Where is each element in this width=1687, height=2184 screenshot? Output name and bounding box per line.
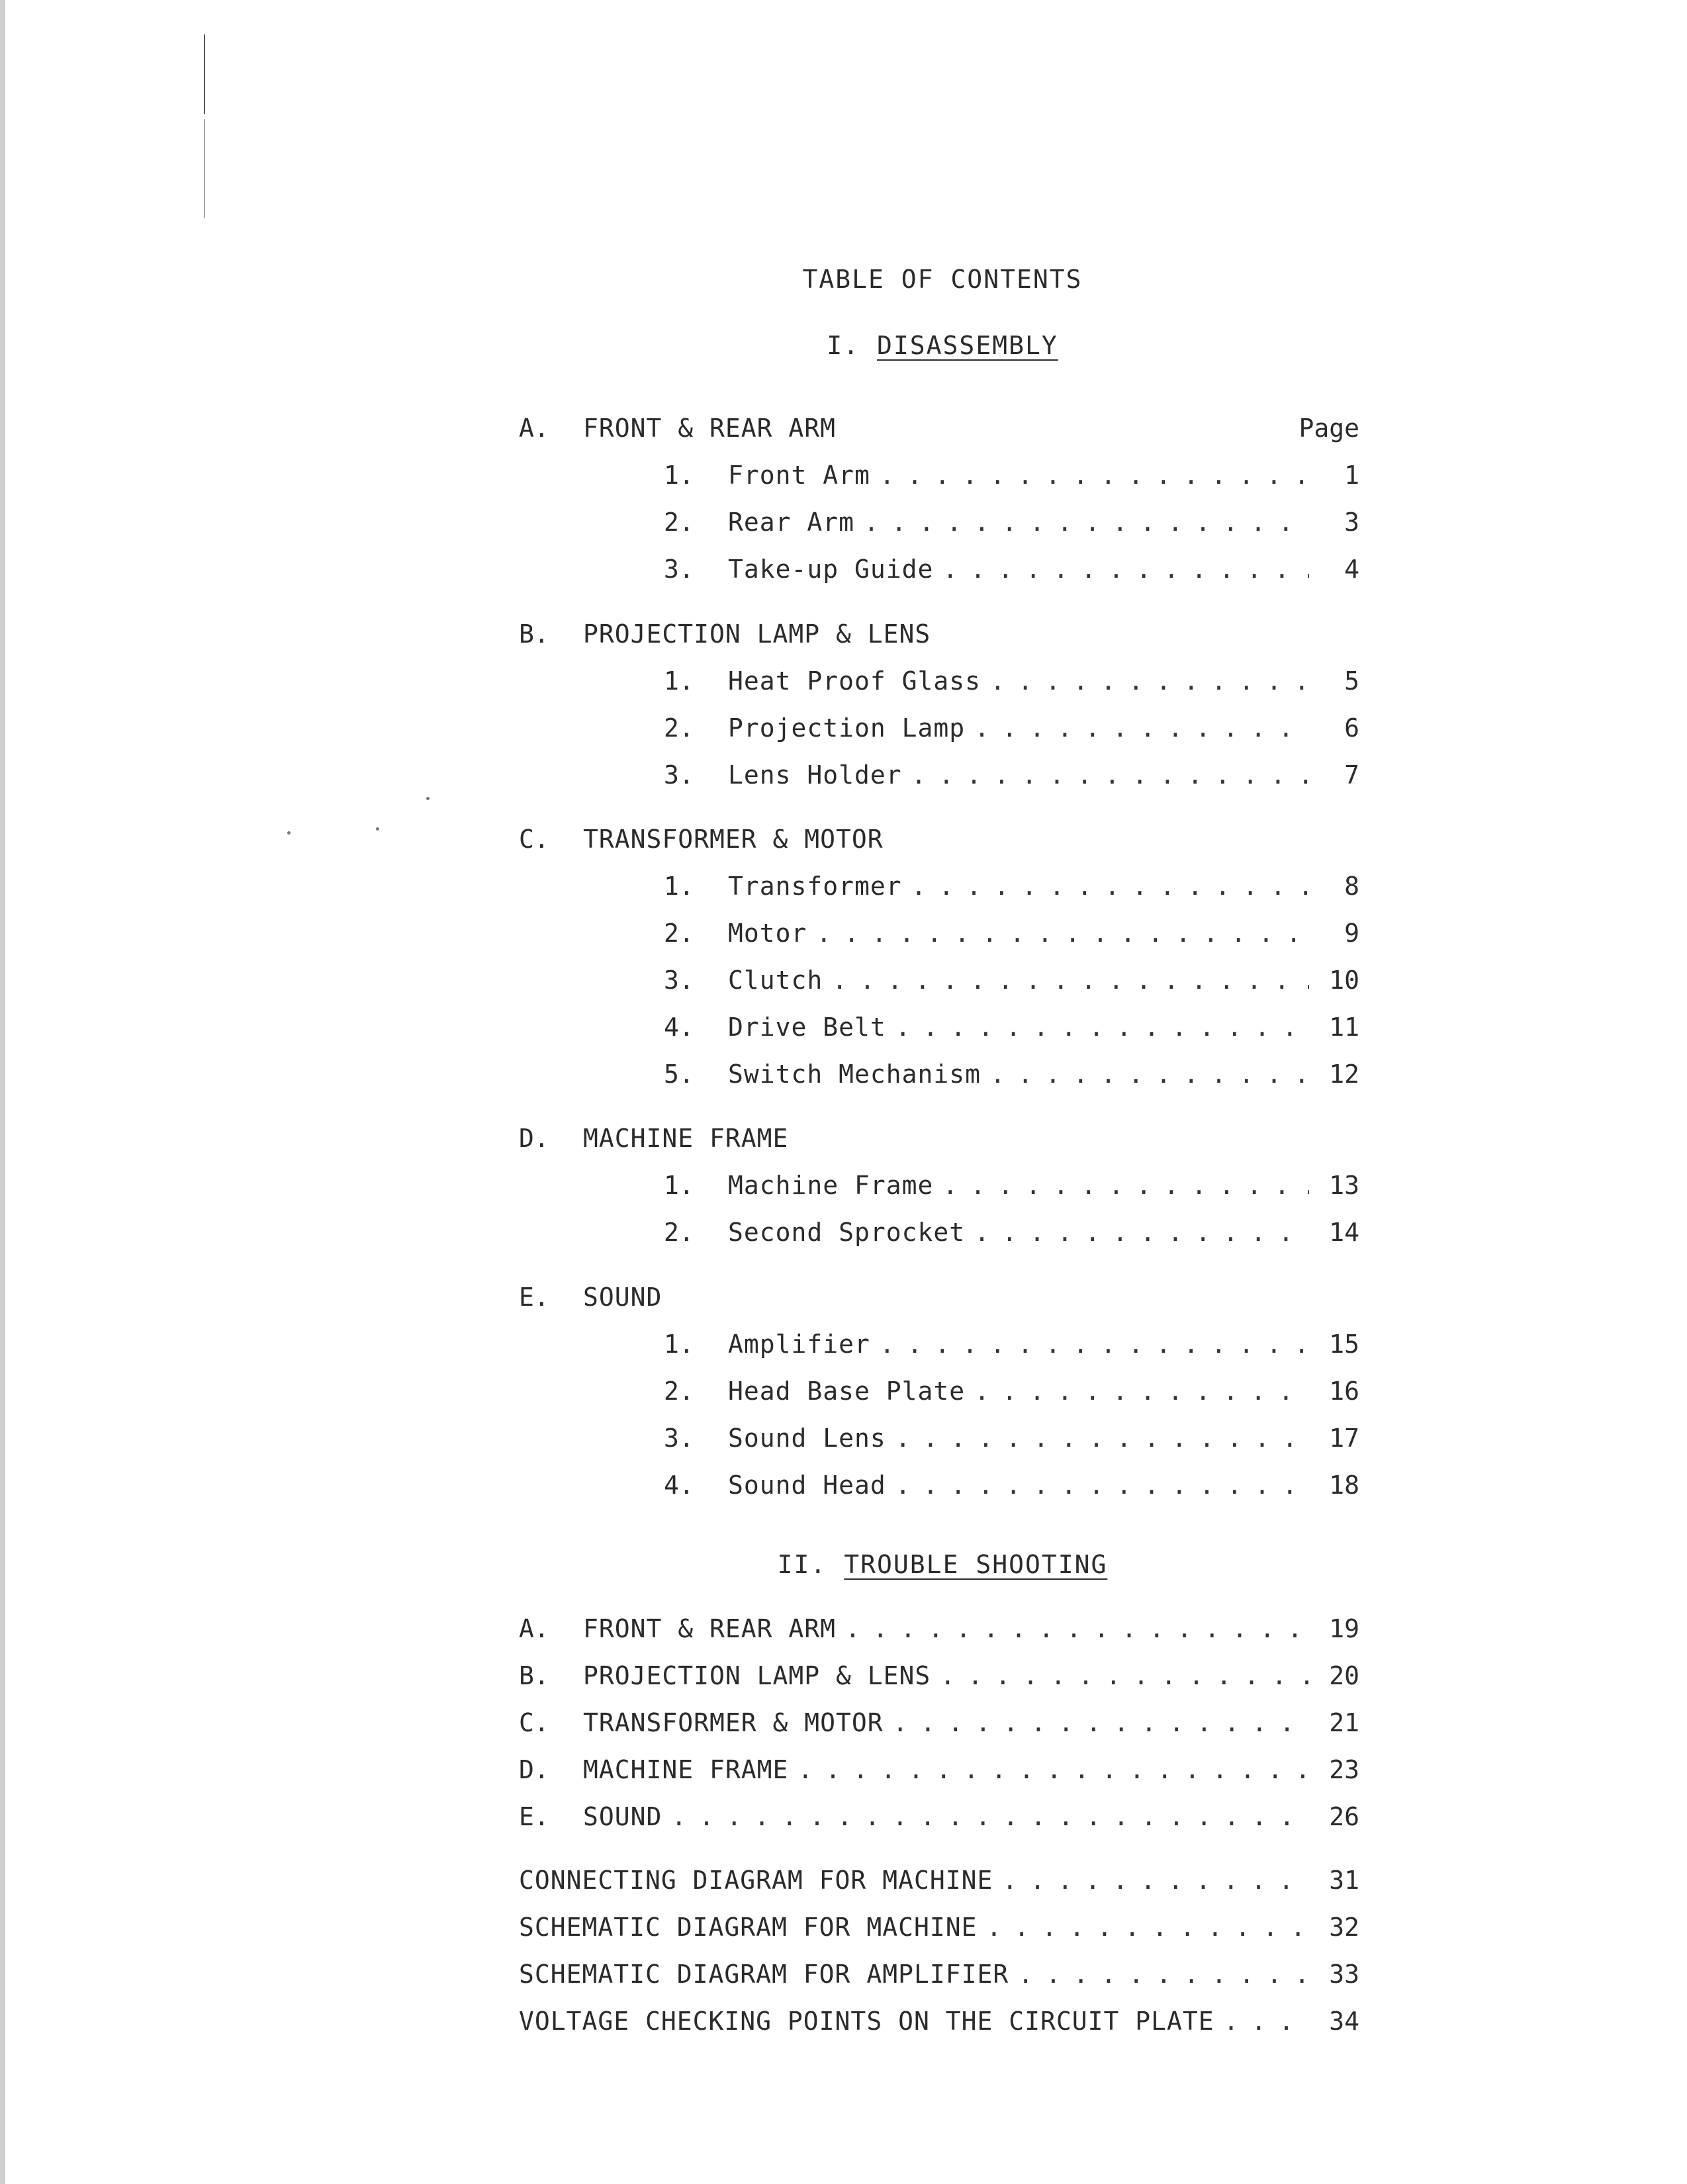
item-label: Clutch	[728, 966, 823, 995]
item-label: Motor	[728, 919, 807, 948]
item-number: 1.	[664, 1171, 694, 1200]
section-title: MACHINE FRAME	[583, 1124, 789, 1153]
item-page: 9	[1344, 919, 1359, 948]
item-page: 11	[1329, 1013, 1359, 1042]
item-page: 17	[1329, 1424, 1359, 1453]
item-label: Amplifier	[728, 1330, 870, 1359]
item-number: 2.	[664, 919, 694, 948]
toc-item[interactable]	[519, 758, 1359, 792]
toc-item[interactable]	[519, 506, 1359, 539]
item-number: 2.	[664, 508, 694, 537]
item-letter: E.	[519, 1802, 549, 1831]
scan-speck	[376, 827, 379, 831]
dot-leader	[895, 1422, 1309, 1455]
item-letter: C.	[519, 1708, 549, 1737]
toc-item[interactable]	[519, 553, 1359, 586]
item-number: 2.	[664, 1377, 694, 1406]
item-label: Front Arm	[728, 461, 870, 490]
item-page: 3	[1344, 508, 1359, 537]
item-label: TRANSFORMER & MOTOR	[583, 1708, 884, 1737]
dot-leader	[816, 917, 1309, 950]
item-label: Rear Arm	[728, 508, 855, 537]
section-heading	[519, 1281, 1359, 1314]
item-label: SCHEMATIC DIAGRAM FOR MACHINE	[519, 1913, 978, 1942]
item-label: Second Sprocket	[728, 1218, 966, 1247]
item-page: 31	[1329, 1866, 1359, 1895]
dot-leader	[1224, 2005, 1309, 2038]
toc-item[interactable]	[519, 1659, 1359, 1692]
toc-item[interactable]	[519, 870, 1359, 903]
item-label: Projection Lamp	[728, 713, 966, 743]
item-page: 34	[1329, 2007, 1359, 2036]
item-number: 1.	[664, 461, 694, 490]
item-number: 3.	[664, 555, 694, 584]
item-letter: A.	[519, 1614, 549, 1643]
toc-item[interactable]	[519, 1422, 1359, 1455]
part-one-title: DISASSEMBLY	[877, 331, 1058, 360]
toc-item[interactable]	[519, 1469, 1359, 1502]
dot-leader	[974, 1216, 1309, 1249]
item-page: 7	[1344, 760, 1359, 790]
item-page: 18	[1329, 1471, 1359, 1500]
scan-edge	[0, 0, 5, 2184]
binding-mark	[204, 119, 205, 218]
item-page: 1	[1344, 461, 1359, 490]
item-number: 3.	[664, 1424, 694, 1453]
toc-item[interactable]	[519, 1706, 1359, 1739]
item-label: CONNECTING DIAGRAM FOR MACHINE	[519, 1866, 993, 1895]
dot-leader	[990, 664, 1309, 698]
item-number: 1.	[664, 666, 694, 696]
item-number: 3.	[664, 760, 694, 790]
item-page: 23	[1329, 1755, 1359, 1784]
toc-item[interactable]	[519, 1864, 1359, 1897]
item-page: 8	[1344, 872, 1359, 901]
dot-leader	[911, 870, 1309, 903]
item-page: 15	[1329, 1330, 1359, 1359]
item-number: 2.	[664, 1218, 694, 1247]
toc-item[interactable]	[519, 1328, 1359, 1361]
item-page: 5	[1344, 666, 1359, 696]
part-two-numeral: II.	[777, 1550, 827, 1579]
toc-item[interactable]	[519, 2005, 1359, 2038]
part-one-numeral: I.	[827, 331, 860, 360]
item-label: FRONT & REAR ARM	[583, 1614, 837, 1643]
item-page: 19	[1329, 1614, 1359, 1643]
item-number: 1.	[664, 1330, 694, 1359]
item-page: 20	[1329, 1661, 1359, 1690]
item-label: MACHINE FRAME	[583, 1755, 789, 1784]
item-letter: D.	[519, 1755, 549, 1784]
item-number: 3.	[664, 966, 694, 995]
item-page: 32	[1329, 1913, 1359, 1942]
item-number: 4.	[664, 1013, 694, 1042]
toc-item[interactable]	[519, 711, 1359, 745]
page-column-header: Page	[1299, 414, 1359, 443]
toc-item[interactable]	[519, 964, 1359, 997]
item-label: Machine Frame	[728, 1171, 934, 1200]
item-number: 1.	[664, 872, 694, 901]
dot-leader	[832, 964, 1309, 997]
dot-leader	[864, 506, 1309, 539]
item-label: Lens Holder	[728, 760, 902, 790]
item-label: Sound Lens	[728, 1424, 886, 1453]
dot-leader	[1002, 1864, 1309, 1897]
item-letter: B.	[519, 1661, 549, 1690]
dot-leader	[940, 1659, 1309, 1692]
dot-leader	[845, 1612, 1309, 1645]
part-two-heading	[519, 1550, 1366, 1579]
dot-leader	[893, 1706, 1309, 1739]
item-label: SOUND	[583, 1802, 662, 1831]
item-page: 10	[1329, 966, 1359, 995]
section-title: SOUND	[583, 1283, 662, 1312]
toc-item[interactable]	[519, 1169, 1359, 1202]
section-title: FRONT & REAR ARM	[583, 414, 837, 443]
toc-title: TABLE OF CONTENTS	[802, 265, 1083, 294]
item-label: Sound Head	[728, 1471, 886, 1500]
item-label: Take-up Guide	[728, 555, 934, 584]
toc-item[interactable]	[519, 1958, 1359, 1991]
section-letter: E.	[519, 1283, 549, 1312]
dot-leader	[990, 1058, 1309, 1091]
toc-item[interactable]	[519, 1058, 1359, 1091]
item-label: PROJECTION LAMP & LENS	[583, 1661, 931, 1690]
section-letter: A.	[519, 414, 549, 443]
section-letter: C.	[519, 825, 549, 854]
dot-leader	[880, 459, 1309, 492]
dot-leader	[942, 553, 1309, 586]
item-page: 26	[1329, 1802, 1359, 1831]
item-label: Drive Belt	[728, 1013, 886, 1042]
item-number: 4.	[664, 1471, 694, 1500]
part-one-heading	[519, 331, 1366, 360]
item-label: Transformer	[728, 872, 902, 901]
section-letter: D.	[519, 1124, 549, 1153]
item-page: 14	[1329, 1218, 1359, 1247]
dot-leader	[911, 758, 1309, 792]
toc-item[interactable]	[519, 1011, 1359, 1044]
toc-item[interactable]	[519, 1612, 1359, 1645]
dot-leader	[798, 1753, 1309, 1786]
item-label: SCHEMATIC DIAGRAM FOR AMPLIFIER	[519, 1960, 1009, 1989]
dot-leader	[671, 1800, 1309, 1833]
section-heading	[519, 1122, 1359, 1155]
item-label: VOLTAGE CHECKING POINTS ON THE CIRCUIT PLATE	[519, 2007, 1214, 2036]
item-number: 2.	[664, 713, 694, 743]
dot-leader	[895, 1469, 1309, 1502]
section-heading	[519, 412, 1359, 445]
item-label: Heat Proof Glass	[728, 666, 981, 696]
dot-leader	[895, 1011, 1309, 1044]
toc-item[interactable]	[519, 1216, 1359, 1249]
item-page: 33	[1329, 1960, 1359, 1989]
item-page: 4	[1344, 555, 1359, 584]
dot-leader	[974, 711, 1309, 745]
item-page: 16	[1329, 1377, 1359, 1406]
section-heading	[519, 617, 1359, 651]
item-number: 5.	[664, 1060, 694, 1089]
toc-item[interactable]	[519, 1800, 1359, 1833]
dot-leader	[942, 1169, 1309, 1202]
toc-item[interactable]	[519, 917, 1359, 950]
item-label: Head Base Plate	[728, 1377, 966, 1406]
item-page: 13	[1329, 1171, 1359, 1200]
dot-leader	[880, 1328, 1309, 1361]
part-two-title: TROUBLE SHOOTING	[844, 1550, 1108, 1579]
scan-speck	[287, 831, 291, 835]
toc-item[interactable]	[519, 459, 1359, 492]
section-heading	[519, 823, 1359, 856]
item-page: 21	[1329, 1708, 1359, 1737]
item-page: 12	[1329, 1060, 1359, 1089]
item-label: Switch Mechanism	[728, 1060, 981, 1089]
dot-leader	[986, 1911, 1309, 1944]
binding-mark	[204, 34, 205, 114]
section-title: TRANSFORMER & MOTOR	[583, 825, 884, 854]
toc-item[interactable]	[519, 1753, 1359, 1786]
dot-leader	[1018, 1958, 1309, 1991]
item-page: 6	[1344, 713, 1359, 743]
toc-item[interactable]	[519, 1911, 1359, 1944]
section-letter: B.	[519, 619, 549, 649]
section-title: PROJECTION LAMP & LENS	[583, 619, 931, 649]
scan-speck	[426, 797, 430, 800]
toc-item[interactable]	[519, 664, 1359, 698]
dot-leader	[974, 1375, 1309, 1408]
toc-item[interactable]	[519, 1375, 1359, 1408]
